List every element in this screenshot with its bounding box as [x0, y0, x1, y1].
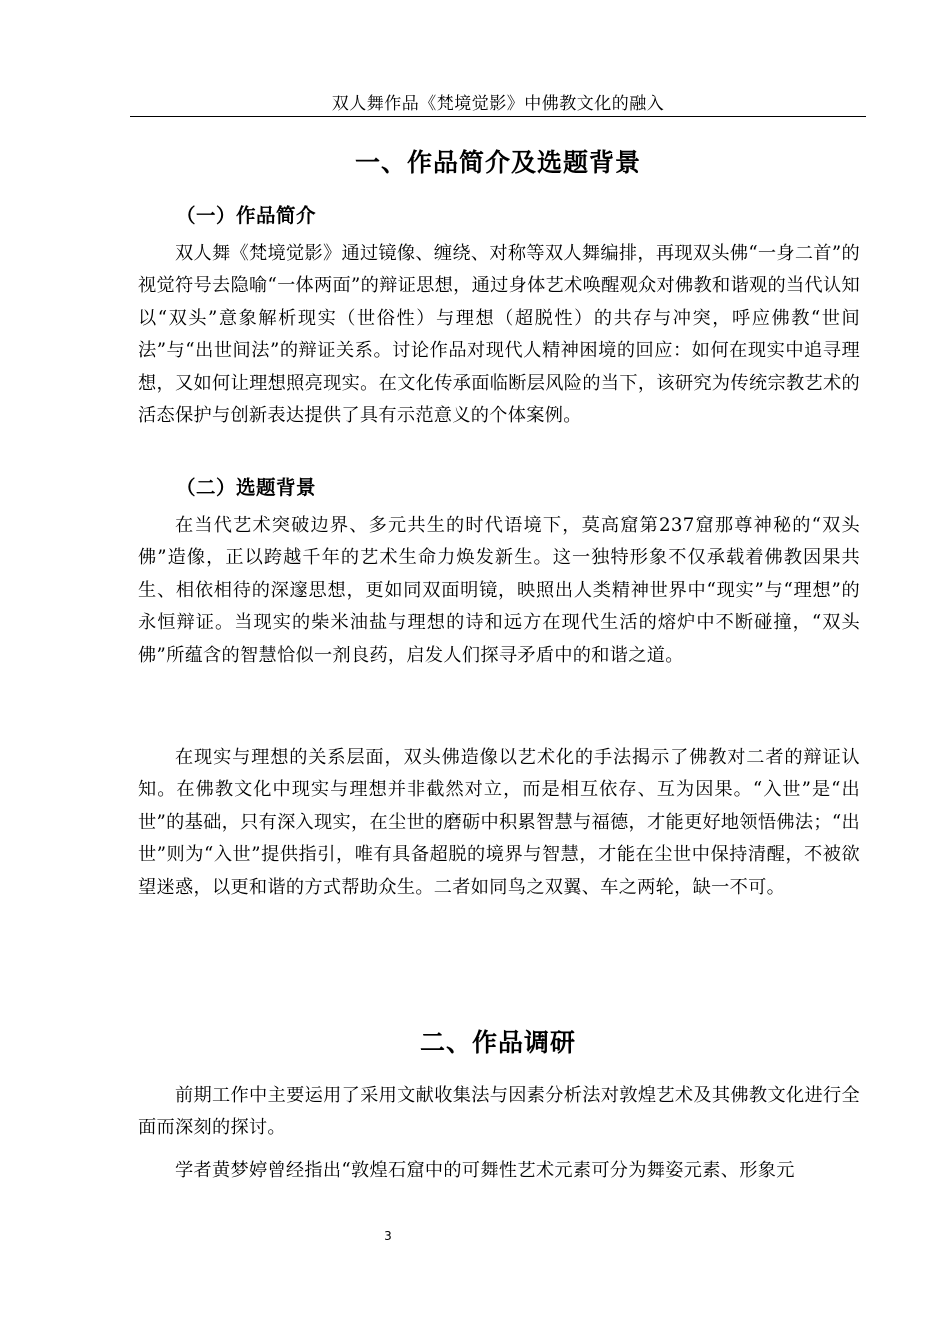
page-number: 3	[384, 1229, 392, 1243]
running-header: 双人舞作品《梵境觉影》中佛教文化的融入	[331, 94, 665, 114]
header-rule	[130, 116, 866, 117]
paragraph-research-2: 学者黄梦婷曾经指出“敦煌石窟中的可舞性艺术元素可分为舞姿元素、形象元	[175, 1160, 795, 1181]
subsection-title-background: （二）选题背景	[176, 476, 317, 499]
subsection-title-introduction: （一）作品简介	[176, 204, 317, 227]
paragraph-background-2: 在现实与理想的关系层面，双头佛造像以艺术化的手法揭示了佛教对二者的辩证认知。在佛教文化中现实与理想并非截然对立，而是相互依存、互为因果。“入世”是“出世”的基础，只有深入现实，在尘世的磨砺中积累智慧与福德，才能更好地领悟佛法；“出世”则为“入世”提供指引，唯有具备超脱的境界与智慧，才能在尘世中保持清醒，不被欲望迷惑，以更和谐的方式帮助众生。二者如同鸟之双翼、车之两轮，缺一不可。	[138, 747, 860, 898]
paragraph-background-1: 在当代艺术突破边界、多元共生的时代语境下，莫高窟第237窟那尊神秘的“双头佛”造像，正以跨越千年的艺术生命力焕发新生。这一独特形象不仅承载着佛教因果共生、相依相待的深邃思想，更如同双面明镜，映照出人类精神世界中“现实”与“理想”的永恒辩证。当现实的柴米油盐与理想的诗和远方在现代生活的熔炉中不断碰撞，“双头佛”所蕴含的智慧恰似一剂良药，启发人们探寻矛盾中的和谐之道。	[138, 515, 860, 666]
paragraph-introduction: 双人舞《梵境觉影》通过镜像、缠绕、对称等双人舞编排，再现双头佛“一身二首”的视觉符号去隐喻“一体两面”的辩证思想，通过身体艺术唤醒观众对佛教和谐观的当代认知以“双头”意象解析现实（世俗性）与理想（超脱性）的共存与冲突，呼应佛教“世间法”与“出世间法”的辩证关系。讨论作品对现代人精神困境的回应：如何在现实中追寻理想，又如何让理想照亮现实。在文化传承面临断层风险的当下，该研究为传统宗教艺术的活态保护与创新表达提供了具有示范意义的个体案例。	[138, 243, 860, 427]
paragraph-research-1: 前期工作中主要运用了采用文献收集法与因素分析法对敦煌艺术及其佛教文化进行全面而深刻的探讨。	[138, 1085, 860, 1139]
section-title-research: 二、作品调研	[419, 1028, 576, 1057]
section-title-intro-background: 一、作品简介及选题背景	[354, 148, 641, 177]
